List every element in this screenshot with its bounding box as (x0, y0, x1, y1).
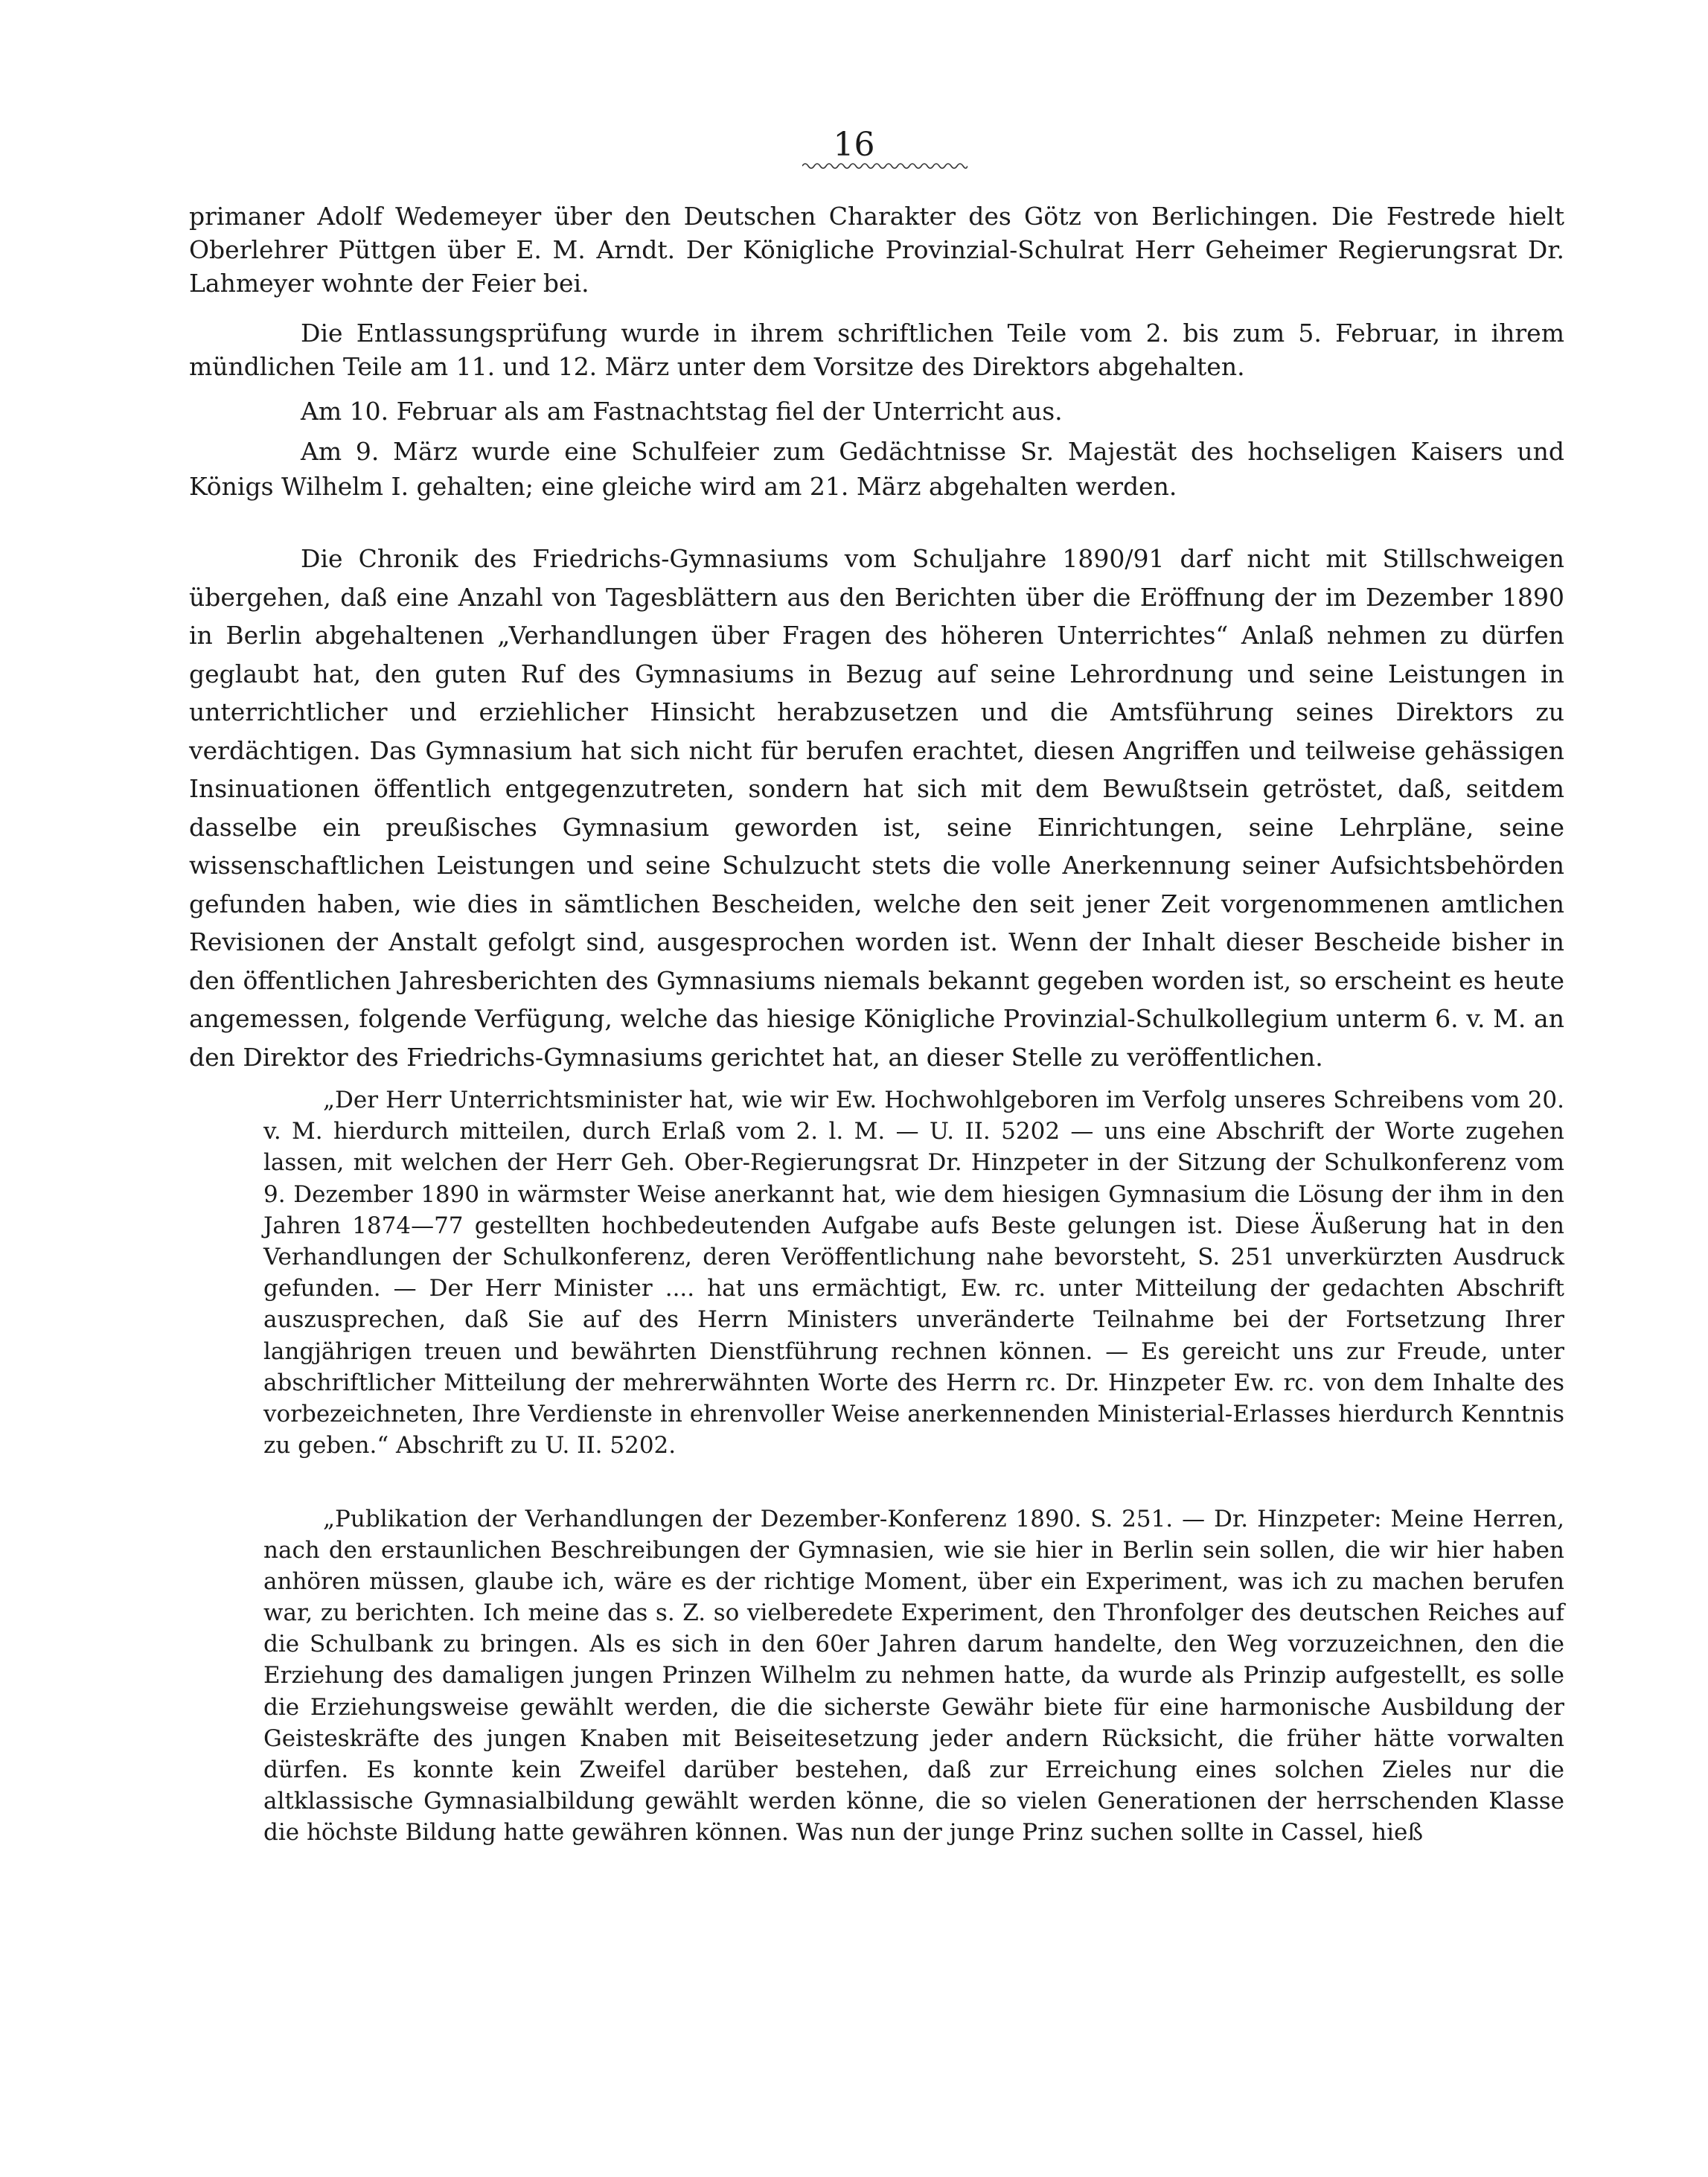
ornamental-wavy-rule (802, 160, 967, 172)
page-number: 16 (833, 126, 875, 164)
quote-text: „Der Herr Unterrichtsminister hat, wie wir Ew. Hochwohlgeboren im Verfolg unseres Schreibens vom 20. v. M. hierdurch mitteilen, durch Erlaß vom 2. l. M. — U. II. 5202 — uns eine Abschrift der Worte zugehen lassen, mit welchen der Herr Geh. Ober-Regierungsrat Dr. Hinzpeter in der Sitzung der Schulkonferenz vom 9. Dezember 1890 in wärmster Weise anerkannt hat, wie dem hiesigen Gymnasium die Lösung der ihm in den Jahren 1874—77 gestellten hochbedeutenden Aufgabe aufs Beste gelungen ist. Diese Äußerung hat in den Verhandlungen der Schulkonferenz, deren Veröffentlichung nahe bevorsteht, S. 251 unverkürzten Ausdruck gefunden. — Der Herr Minister .... hat uns ermächtigt, Ew. rc. unter Mitteilung der gedachten Abschrift auszusprechen, daß Sie auf des Herrn Ministers unveränderte Teilnahme bei der Fortsetzung Ihrer langjährigen treuen und bewährten Dienstführung rechnen können. — Es gereicht uns zur Freude, unter abschriftlicher Mitteilung der mehrerwähnten Worte des Herrn rc. Dr. Hinzpeter Ew. rc. von dem Inhalte des vorbezeichneten, Ihre Verdienste in ehrenvoller Weise anerkennenden Ministerial-Erlasses hierdurch Kenntnis zu geben.“ Abschrift zu U. II. 5202. (263, 1087, 1564, 1460)
paragraph-text: Die Entlassungsprüfung wurde in ihrem schriftlichen Teile vom 2. bis zum 5. Februar, in ihrem mündlichen Teile am 11. und 12. März unter dem Vorsitze des Direktors abgehalten. (189, 319, 1564, 381)
paragraph-chronicle (189, 540, 1564, 1076)
quote-text: „Publikation der Verhandlungen der Dezember-Konferenz 1890. S. 251. — Dr. Hinzpeter: Meine Herren, nach den erstaunlichen Beschreibungen der Gymnasien, wie sie hier in Berlin sein sollen, die wir hier haben anhören müssen, glaube ich, wäre es der richtige Moment, über ein Experiment, was ich zu machen berufen war, zu berichten. Ich meine das s. Z. so vielberedete Experiment, den Thronfolger des deutschen Reiches auf die Schulbank zu bringen. Als es sich in den 60er Jahren darum handelte, den Weg vorzuzeichnen, den die Erziehung des damaligen jungen Prinzen Wilhelm zu nehmen hatte, da wurde als Prinzip aufgestellt, es solle die Erziehungsweise gewählt werden, die die sicherste Gewähr biete für eine harmonische Ausbildung der Geisteskräfte des jungen Knaben mit Beiseitesetzung jeder andern Rücksicht, die früher hätte vorwalten dürfen. Es konnte kein Zweifel darüber bestehen, daß zur Erreichung eines solchen Zieles nur die altklassische Gymnasialbildung gewählt werden könne, die so vielen Generationen der herrschenden Klasse die höchste Bildung hatte gewähren können. Was nun der junge Prinz suchen sollte in Cassel, hieß (263, 1506, 1564, 1846)
paragraph-memorial (189, 434, 1564, 504)
paragraph-text: Am 10. Februar als am Fastnachtstag fiel der Unterricht aus. (301, 397, 1063, 426)
paragraph-text: primaner Adolf Wedemeyer über den Deutschen Charakter des Götz von Berlichingen. Die Festrede hielt Oberlehrer Püttgen über E. M. Arndt. Der Königliche Provinzial-Schulrat Herr Geheimer Regierungsrat Dr. Lahmeyer wohnte der Feier bei. (189, 202, 1564, 298)
paragraph-exam (189, 316, 1564, 383)
paragraph-text: Am 9. März wurde eine Schulfeier zum Gedächtnisse Sr. Majestät des hochseligen Kaisers und Königs Wilhelm I. gehalten; eine gleiche wird am 21. März abgehalten werden. (189, 437, 1564, 501)
quote-ministry-decree (263, 1084, 1564, 1461)
paragraph-carnival (189, 394, 1564, 428)
quote-hinzpeter-speech (263, 1503, 1564, 1848)
paragraph-text: Die Chronik des Friedrichs-Gymnasiums vom Schuljahre 1890/91 darf nicht mit Stillschweigen übergehen, daß eine Anzahl von Tagesblättern aus den Berichten über die Eröffnung der im Dezember 1890 in Berlin abgehaltenen „Verhandlungen über Fragen des höheren Unterrichtes“ Anlaß nehmen zu dürfen geglaubt hat, den guten Ruf des Gymnasiums in Bezug auf seine Lehrordnung und seine Leistungen in unterrichtlicher und erziehlicher Hinsicht herabzusetzen und die Amtsführung seines Direktors zu verdächtigen. Das Gymnasium hat sich nicht für berufen erachtet, diesen Angriffen und teilweise gehässigen Insinuationen öffentlich entgegenzutreten, sondern hat sich mit dem Bewußtsein getröstet, daß, seitdem dasselbe ein preußisches Gymnasium geworden ist, seine Einrichtungen, seine Lehrpläne, seine wissenschaftlichen Leistungen und seine Schulzucht stets die volle Anerkennung seiner Aufsichtsbehörden gefunden haben, wie dies in sämtlichen Bescheiden, welche den seit jener Zeit vorgenommenen amtlichen Revisionen der Anstalt gefolgt sind, ausgesprochen worden ist. Wenn der Inhalt dieser Bescheide bisher in den öffentlichen Jahresberichten des Gymnasiums niemals bekannt gegeben worden ist, so erscheint es heute angemessen, folgende Verfügung, welche das hiesige Königliche Provinzial-Schulkollegium unterm 6. v. M. an den Direktor des Friedrichs-Gymnasiums gerichtet hat, an dieser Stelle zu veröffentlichen. (189, 544, 1564, 1072)
paragraph-festival-continued (189, 199, 1564, 300)
